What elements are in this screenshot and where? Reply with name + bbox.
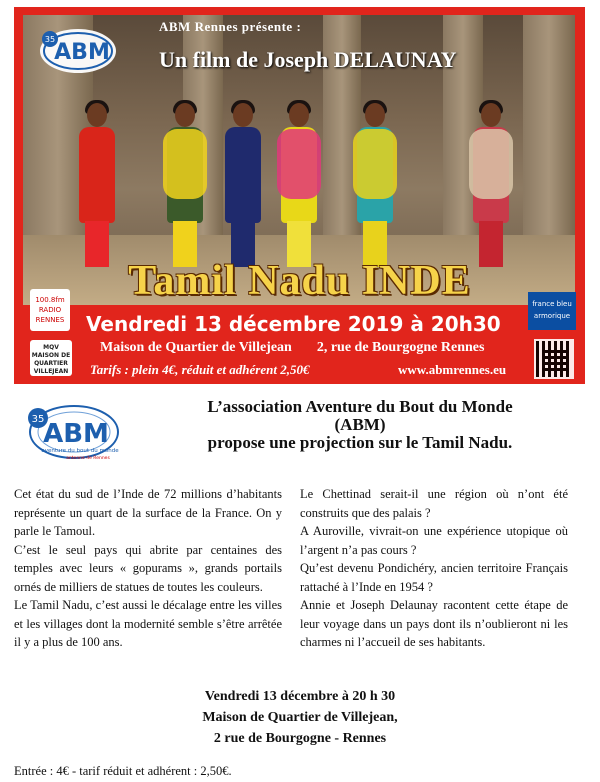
abm-logo [36,21,126,77]
intro-line: (ABM) [334,415,386,434]
woman-figure [221,103,265,273]
woman-figure [277,103,321,273]
event-place: Maison de Quartier de Villejean, [202,710,398,725]
svg-text:ABM: ABM [43,419,109,449]
paragraph: C’est le seul pays qui abrite par centaines des temples avec leurs « gopurams », grands portails ornés de milliers de statues de toutes les couleurs. [14,542,282,594]
woman-figure [469,103,513,273]
paragraph: Qu’est devenu Pondichéry, ancien territoire Français rattaché à l’Inde en 1954 ? [300,561,568,594]
poster-venue [100,340,484,356]
poster-date-time: Vendredi 13 décembre 2019 à 20h30 [86,312,501,336]
film-credit: Un film de Joseph DELAUNAY [159,47,457,72]
woman-figure [163,103,207,273]
radio-rennes-logo: 100.8fm RADIO RENNES [30,289,70,331]
price-line: Entrée : 4€ - tarif réduit et adhérent : 2,50€. [14,764,232,778]
poster-website: www.abmrennes.eu [398,362,507,377]
qr-code [536,341,572,377]
paragraph: Le Chettinad serait-il une région où n’ont été construits que des palais ? [300,487,568,520]
event-address: 2 rue de Bourgogne - Rennes [213,731,387,746]
intro-heading [150,398,570,452]
abm-logo-large [18,398,122,464]
woman-figure [75,103,119,273]
event-details [0,686,600,749]
paragraph: Cet état du sud de l’Inde de 72 millions d’habitants représente un quart de la surface de la France. On y parle le Tamoul. [14,487,282,538]
france-bleu-logo: france bleu armorique [528,292,576,330]
poster-tarifs: Tarifs : plein 4€, réduit et adhérent 2,50€ [90,362,310,377]
left-column [14,485,282,652]
event-poster [14,7,585,384]
intro-line: L’association Aventure du Bout du Monde [207,397,513,416]
paragraph: A Auroville, vivrait-on une expérience utopique où l’argent n’a pas cours ? [300,524,568,557]
svg-text:35: 35 [44,35,56,44]
right-column [300,485,568,652]
mqv-logo: MQV MAISON DE QUARTIER VILLEJEAN [30,340,72,376]
intro-line: propose une projection sur le Tamil Nadu. [207,433,513,452]
woman-figure [353,103,397,273]
poster-title: Tamil Nadu INDE [128,258,471,304]
venue-name: Maison de Quartier de Villejean [100,340,292,355]
venue-address: 2, rue de Bourgogne Rennes [316,340,485,355]
presenter-text: ABM Rennes présente : [159,19,302,34]
paragraph: Le Tamil Nadu, c’est aussi le décalage entre les villes et les villages dont la modernité semble s’être arrêtée il y a plus de 100 ans. [14,598,282,649]
event-date: Vendredi 13 décembre à 20 h 30 [204,689,396,704]
svg-text:antenne de Rennes: antenne de Rennes [66,456,110,461]
svg-text:35: 35 [31,414,45,425]
paragraph: Annie et Joseph Delaunay racontent cette étape de leur voyage dans un pays dont ils n’oublieront ni les charmes ni l’accueil de ses habitants. [300,598,568,649]
svg-text:ABM: ABM [54,40,110,65]
svg-text:aventure du bout du monde: aventure du bout du monde [41,448,119,454]
